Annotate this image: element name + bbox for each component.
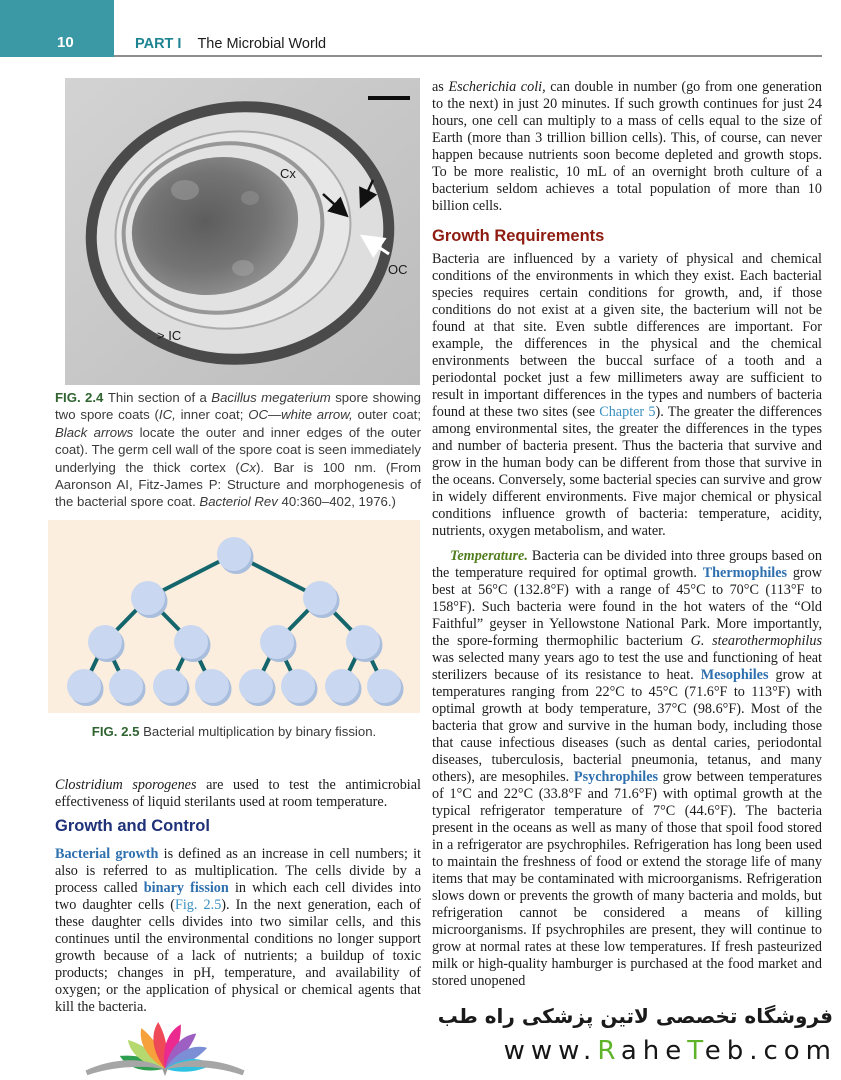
core-highlight [171, 180, 199, 200]
bacterium-cell-node [346, 625, 380, 659]
bacterium-cell-node [367, 669, 401, 703]
key-term: binary fission [143, 880, 229, 896]
bacterium-cell-node [67, 669, 101, 703]
bacterium-cell-node [325, 669, 359, 703]
part-label: PART I [135, 36, 182, 52]
paragraph-temperature: Temperature. Bacteria can be divided into three groups based on the temperature required for optimal growth. Thermophiles grow best at 56°C (132.8°F) with a range of 45°C to 70°C (113°F to 158°F). Such bacteria were found in the hot waters of the “Old Faithful” geyser in Yellowstone National Park. More importantly, the spore-forming thermophilic bacterium G. stearothermophilus was selected many years ago to test the use and functioning of heat sterilizers because of its resistance to heat. Mesophiles grow at temperatures ranging from 22°C to 45°C (71.6°F to 113°F) with optimal growth at body temperature, 37°C (98.6°F). Most of the bacteria that grow and survive in the human body, including those that cause infectious diseases (such as dental caries, periodontal diseases, tuberculosis, bacterial pneumonia, tetanus, and many others), are mesophiles. Psychrophiles grow between temperatures of 1°C and 22°C (33.8°F and 71.6°F) with optimal growth at the typical refrigerator temperature of 7°C (44.6°F). The bacteria present in the oceans as well as many of those that spoil food stored in a refrigerator are psychrophiles. Refrigeration has long been used to maintain the freshness of food or extend the storage life of many items that may be contaminated with microorganisms. Refrigeration slows down or prevents the growth of many bacteria and molds, but refrigeration cannot be considered a means of killing microorganisms. If psychrophiles are present, they will continue to grow at normal rates at these low temperatures. If fresh pasteurized milk or high-quality hamburger is purchased at the food market and stored unopened [432, 548, 822, 989]
bacterium-cell-node [131, 581, 165, 615]
cross-reference-link[interactable]: Fig. 2.5 [174, 897, 222, 913]
bacterium-cell-node [260, 625, 294, 659]
bacterium-cell-node [174, 625, 208, 659]
key-term: Psychrophiles [573, 769, 659, 785]
core-highlight [232, 260, 254, 276]
heading-growth-requirements: Growth Requirements [432, 227, 605, 245]
key-term: Bacterial growth [55, 846, 159, 862]
website-url[interactable]: www.RaheTeb.com [503, 1036, 837, 1066]
scale-bar [368, 96, 410, 100]
open-book-logo-icon [75, 1020, 255, 1078]
paragraph-growth-conditions: Bacteria are influenced by a variety of physical and chemical conditions of the environments in which they exist. Each bacterial species requires certain conditions for growth, and, if those conditions do not exist at a given site, the bacterium will not be found at that site. Even subtle differences are important. For example, the differences in the physical and the chemical environments between the buccal surface of a tooth and a periodontal pocket just a few millimeters away are sufficient to result in important differences in the types and numbers of bacteria found at these two sites (see Chapter 5). The greater the differences among environmental sites, the greater the differences in the types and number of bacteria present. Thus the bacteria that survive and grow in the human body can be different from those that survive in the oceans. Conversely, some bacterial species can survive and grow in widely different environments. Five major chemical or physical conditions influence growth of bacteria: temperature, acidity, nutrients, oxygen metabolism, and water. [432, 251, 822, 539]
bacterium-cell-node [88, 625, 122, 659]
paragraph-ecoli-doubling: as Escherichia coli, can double in number (go from one generation to the next) in just 20 minutes. If such growth continues for just 24 hours, one cell can multiply to a mass of cells equal to the size of Earth (more than 3 trillion billion cells). This, of course, can never happen because nutrients soon become depleted and growth stops. To be more realistic, 10 mL of an overnight broth culture of a bacterium seldom achieves a total population of more than 10 billion cells. [432, 79, 823, 214]
raheteb-logo [75, 1020, 255, 1078]
logo-pages [118, 1022, 212, 1076]
bacterium-cell-node [217, 537, 251, 571]
bacterium-cell-node [195, 669, 229, 703]
store-name-persian: فروشگاه تخصصی لاتین پزشکی راه طب [437, 1004, 833, 1028]
paragraph-bacterial-growth: Bacterial growth is defined as an increase in cell numbers; it also is referred to as multiplication. The cells divide by a process called binary fission in which each cell divides into two daughter cells (Fig. 2.5). In the next generation, each of these daughter cells divides into two similar cells, and this continues until the environmental conditions no longer support growth because of a lack of nutrients; a buildup of toxic products; changes in pH, temperature, and availability of oxygen; or the application of physical or chemical agents that kill the bacteria. [55, 846, 422, 1015]
bacterium-cell-node [153, 669, 187, 703]
bacterium-cell-node [109, 669, 143, 703]
key-term: Mesophiles [700, 667, 769, 683]
bacterium-cell-node [239, 669, 273, 703]
fig-2-4-caption: FIG. 2.4 Thin section of a Bacillus megaterium spore showing two spore coats (IC, inner coat; OC—white arrow, outer coat; Black arrows locate the outer and inner edges of the outer coat). The germ cell wall of the spore coat is seen immediately underlying the thick cortex (Cx). Bar is 100 nm. (From Aaronson AI, Fitz-James P: Structure and morphogenesis of the bacterial spore coat. Bacteriol Rev 40:360–402, 1976.) [55, 390, 422, 510]
inner-coat-label: > IC [157, 328, 182, 343]
fig-2-5-diagram [48, 520, 420, 713]
cortex-label: Cx [280, 166, 296, 181]
outer-coat-label: OC [388, 262, 408, 277]
binary-fission-tree [48, 520, 420, 713]
cross-reference-link[interactable]: Chapter 5 [599, 404, 656, 420]
bacterium-cell-node [303, 581, 337, 615]
core-highlight [241, 191, 259, 205]
bacterium-cell-node [281, 669, 315, 703]
part-title: The Microbial World [197, 36, 327, 52]
paragraph-clostridium: Clostridium sporogenes are used to test the antimicrobial effectiveness of liquid sterilants used at room temperature. [55, 777, 421, 810]
heading-growth-and-control: Growth and Control [55, 817, 210, 835]
running-head [135, 36, 326, 52]
key-term: Thermophiles [702, 565, 788, 581]
page-number: 10 [57, 34, 74, 51]
micrograph-svg [65, 78, 420, 385]
fig-2-5-caption: FIG. 2.5 Bacterial multiplication by binary fission. [91, 724, 377, 739]
header-rule [114, 55, 822, 57]
fig-2-4-micrograph [65, 78, 420, 385]
